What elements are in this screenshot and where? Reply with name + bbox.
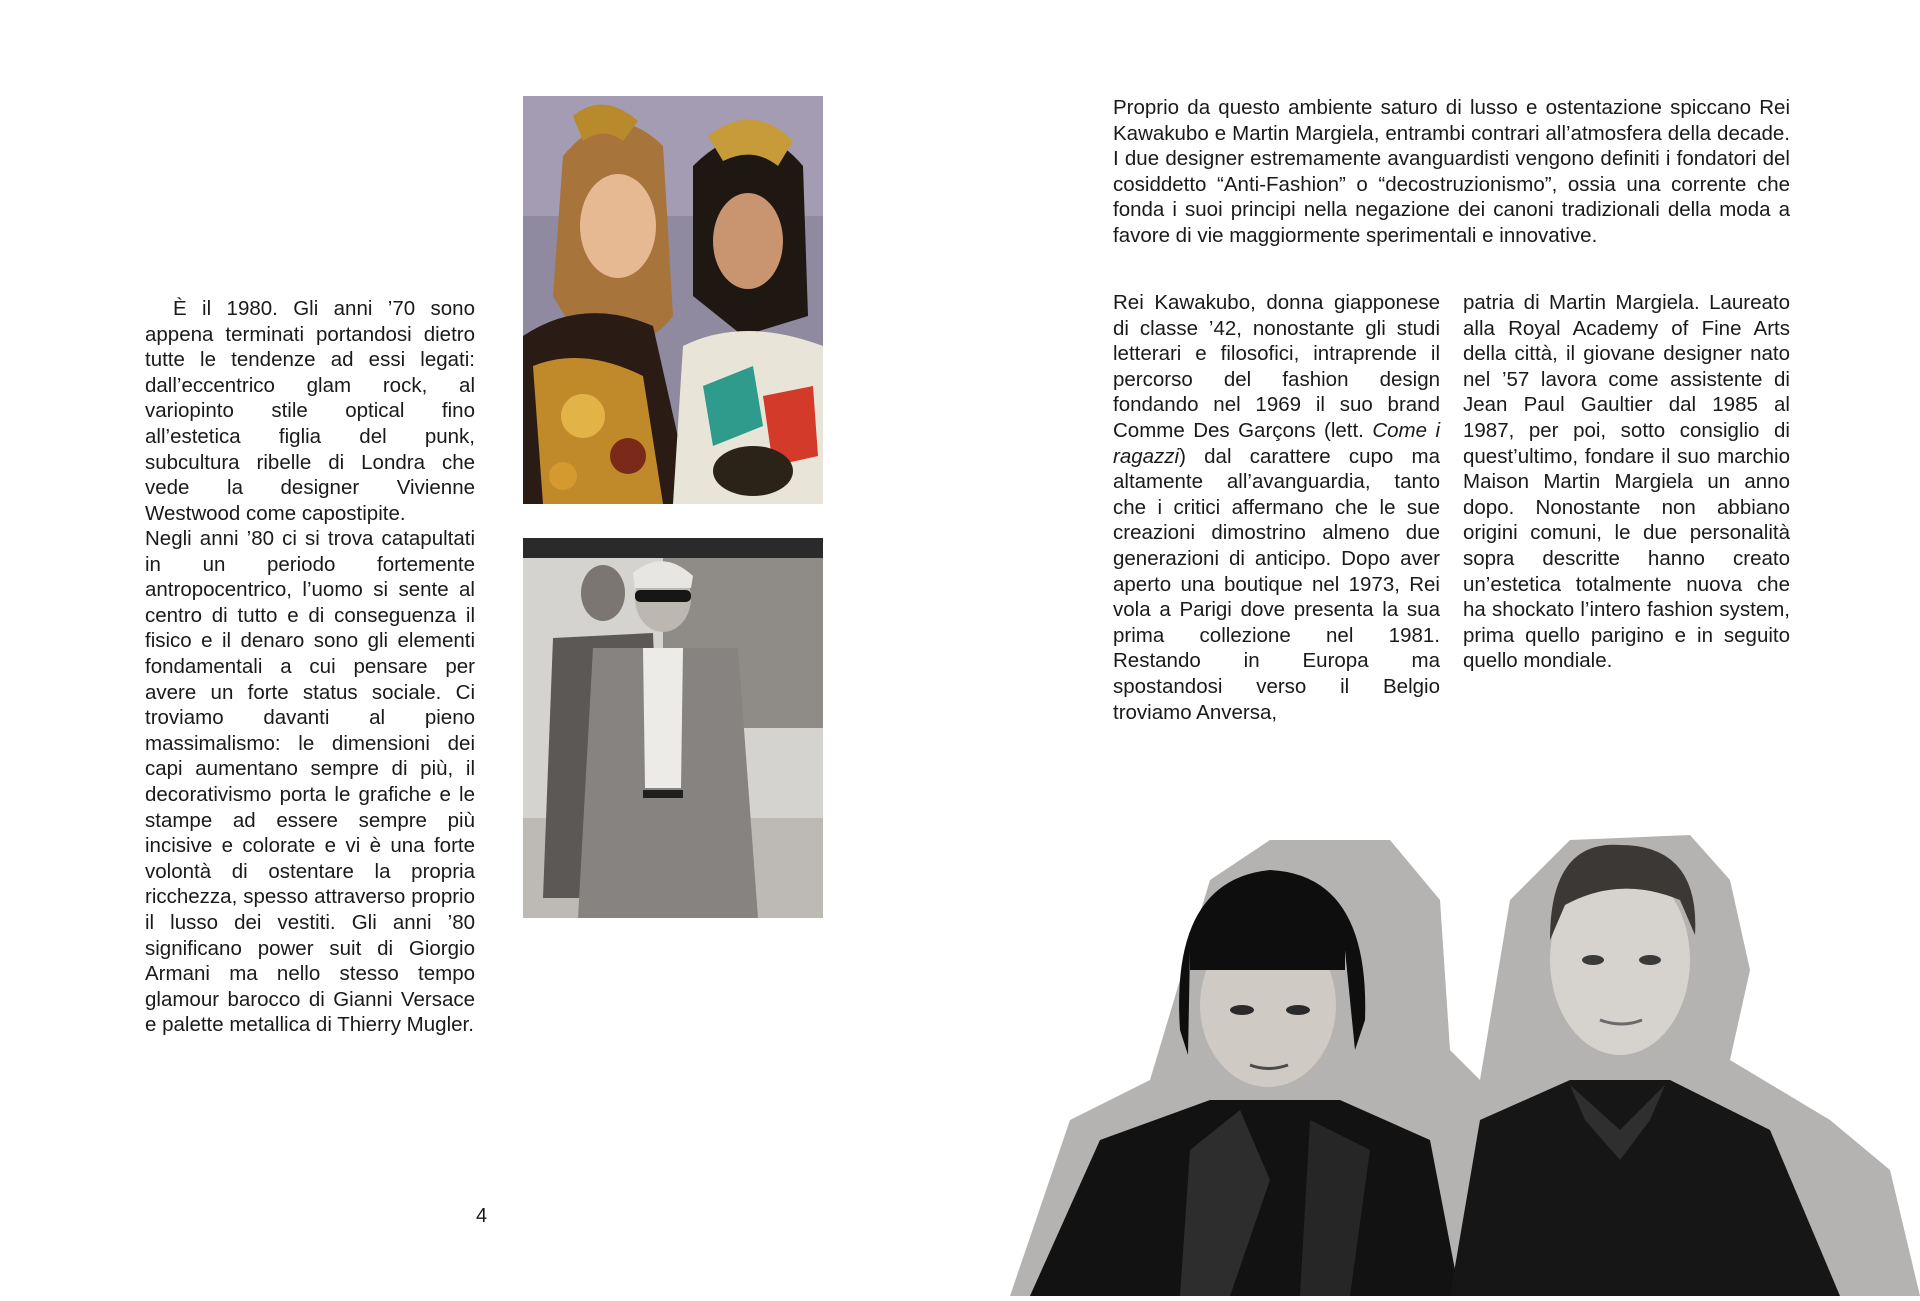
power-suit-photo [523,538,823,918]
anti-fashion-paragraph: Proprio da questo ambiente saturo di lusso e ostentazione spiccano Rei Kawakubo e Martin Margiela, entrambi contrari all’atmosfera della decade. I due designer estremamente avanguardisti vengono definiti i fondatori del cosiddetto “Anti-Fashion” o “decostruzionismo”, ossia una corrente che fonda i suoi principi nella negazione dei canoni tradizionali della moda a favore di vie maggiormente sperimentali e innovative. [1113,96,1790,247]
kawakubo-column: Rei Kawakubo, donna giapponese di classe ’42, nonostante gli studi letterari e filosofici, intraprende il percorso del fashion design fondando nel 1969 il suo brand Comme Des Garçons (lett. Come i ragazzi) dal carattere cupo ma altamente all’avanguardia, tanto che i critici affermano che le sue creazioni dimostrino almeno due generazioni di anticipo. Dopo aver aperto una boutique nel 1973, Rei vola a Parigi dove presenta la sua prima collezione nel 1981. Restando in Europa ma spostandosi verso il Belgio troviamo Anversa, [1113,291,1441,724]
versace-models-photo [523,96,823,504]
page-number: 4 [476,1205,488,1227]
margiela-column: patria di Martin Margiela. Laureato alla Royal Academy of Fine Arts della città, il giovane designer nato nel ’57 lavora come assistente di Jean Paul Gaultier dal 1985 al 1987, per poi, sotto consiglio di quest’ultimo, fondare il suo marchio Maison Martin Margiela un anno dopo. Nonostante non abbiano origini comuni, le due personalità sopra descritte hanno creato un’estetica totalmente nuova che ha shockato l’intero fashion system, prima quello parigino e in seguito quello mondiale. [1463,291,1790,673]
eighties-paragraph: Negli anni ’80 ci si trova catapultati in un periodo fortemente antropocentrico, l’uomo si sente al centro di tutto e di conseguenza il fisico e il denaro sono gli elementi fondamentali a cui pensare per avere un forte status sociale. Ci troviamo davanti al pieno massimalismo: le dimensioni dei capi aumentano sempre di più, il decorativismo porta le grafiche e le stampe ad essere sempre più incisive e colorate e vi è una forte volontà di ostentare la propria ricchezza, spesso attraverso proprio il lusso dei vestiti. Gli anni ’80 significano power suit di Giorgio Armani ma nello stesso tempo glamour barocco di Gianni Versace e palette metallica di Thierry Mugler. [145,527,475,1037]
intro-paragraph: È il 1980. Gli anni ’70 sono appena terminati portandosi dietro tutte le tendenze ad essi legati: dall’eccentrico glam rock, al variopinto stile optical fino all’estetica figlia del punk, subcultura ribelle di Londra che vede la designer Vivienne Westwood come capostipite. [145,297,475,525]
designers-portraits [1010,820,1920,1296]
